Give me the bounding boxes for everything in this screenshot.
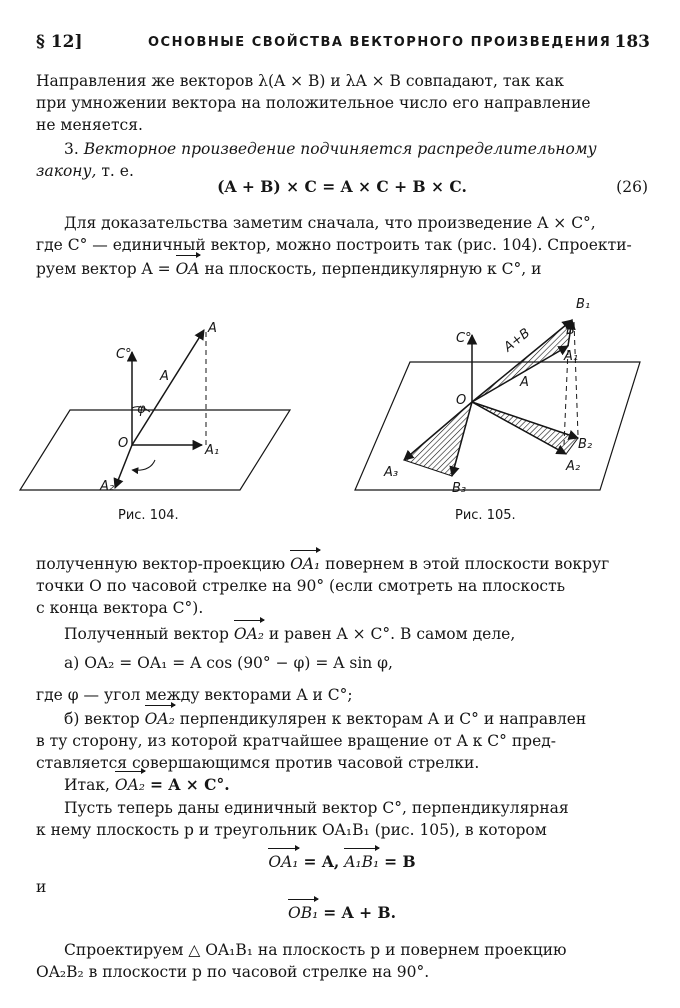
para2-line3 [36,258,648,280]
label-o-105: O [456,393,467,408]
label-a-105: A [520,375,529,390]
equation-26 [36,176,648,198]
label-a2-105: A₂ [566,459,581,474]
para4-line1 [36,623,648,645]
para6-line2: к нему плоскость p и треугольник OA₁B₁ (рис. 105), в котором [36,821,547,839]
para1-line3: не меняется. [36,116,143,134]
vector-oa2-item-b: OA₂ [144,710,175,728]
label-a-end: A [208,321,217,336]
vector-ob1-eq: OB₁ [288,904,319,922]
figure-104-caption: Рис. 104. [118,508,179,523]
triangle-oa2b2 [472,402,578,454]
label-b3: B₃ [452,481,467,496]
property-number: 3. [64,140,79,158]
label-a1-104: A₁ [205,443,220,458]
item-b-line3: ставляется совершающимся против часовой стрелки. [36,754,480,772]
label-a2-104: A₂ [100,479,115,494]
label-a1-105: A₁ [564,349,579,364]
para2-line1: Для доказательства заметим сначала, что произведение A × C°, [64,214,596,232]
para2-line2: где C° — единичный вектор, можно построить так (рис. 104). Спроекти- [36,236,632,254]
item-b-text-a: б) вектор [64,710,140,728]
eq-b-term: = A + B. [323,903,396,922]
vector-a2-104 [115,445,132,488]
item-b-line1 [36,708,648,730]
property-statement: Векторное произведение подчиняется распределительному [83,140,597,158]
label-c0-105: C° [456,331,472,346]
itak-line [36,774,648,796]
para3-text-b: повернем в этой плоскости вокруг [325,555,610,573]
itak-word: Итак, [64,776,110,794]
para3-text-a: полученную вектор-проекцию [36,555,286,573]
label-b2: B₂ [578,437,593,452]
section-mark: § 12] [36,32,83,52]
figure-105-caption: Рис. 105. [455,508,516,523]
para1-line2: при умножении вектора на положительное число его направление [36,94,591,112]
rotation-arc [132,460,155,470]
para2-text-b: на плоскость, перпендикулярную к C°, и [204,260,542,278]
itak-result: = A × C°. [149,775,230,794]
figures [0,290,680,550]
item-b-text-b: перпендикулярен к векторам A и C° и направлен [179,710,587,728]
eq-a-term2: = B [384,852,416,871]
eq-a-term1: = A, [303,852,340,871]
running-header [36,32,650,54]
para4-text-b: и равен A × C°. В самом деле, [268,625,516,643]
para3-line2: точки O по часовой стрелке на 90° (если смотреть на плоскость [36,577,566,595]
header-title: ОСНОВНЫЕ СВОЙСТВА ВЕКТОРНОГО ПРОИЗВЕДЕНИЯ [148,35,612,50]
plane-104 [20,410,290,490]
para3-line3: с конца вектора C°). [36,599,204,617]
vector-a1b1-eq: A₁B₁ [344,853,380,871]
vector-a-104 [132,330,204,445]
vector-oa2-text: OA₂ [233,625,264,643]
figure-104 [20,321,290,494]
label-ab: A+B [501,325,534,356]
para3-line1 [36,553,648,575]
equation-ob1 [36,902,648,924]
vector-oa2-itak: OA₂ [114,776,146,794]
and-word: и [36,878,47,896]
equation-26-number: (26) [616,178,648,196]
vector-oa2 [472,402,566,454]
projection-b1 [574,322,578,435]
para7-line1: Спроектируем △ OA₁B₁ на плоскость p и повернем проекцию [64,941,567,959]
vector-oa: OA [175,260,200,278]
equation-oa1-a1b1 [36,851,648,873]
page-number: 183 [614,32,650,52]
equation-26-formula: (A + B) × C = A × C + B × C. [217,177,467,196]
para6-line1: Пусть теперь даны единичный вектор C°, перпендикулярная [64,799,569,817]
para5-line1: где φ — угол между векторами A и C°; [36,686,353,704]
vector-oa1-text: OA₁ [290,555,321,573]
vector-oa1 [472,346,568,402]
label-o-104: O [118,436,129,451]
item-b-line2: в ту сторону, из которой кратчайшее вращение от A к C° пред- [36,732,557,750]
item-a: а) OA₂ = OA₁ = A cos (90° − φ) = A sin φ, [64,654,393,672]
label-a-vec: A [160,369,169,384]
para4-text-a: Полученный вектор [64,625,229,643]
figure-105 [355,297,640,496]
property-statement-end: закону, [36,162,97,180]
property-3 [36,138,648,160]
para7-line2: OA₂B₂ в плоскости p по часовой стрелке на 90°. [36,963,430,981]
para1-line1: Направления же векторов λ(A × B) и λA × B совпадают, так как [36,72,564,90]
para2-text-a: руем вектор A = [36,260,171,278]
label-b: B [566,323,575,338]
vector-oa1-eq: OA₁ [268,853,299,871]
label-c0: C° [116,347,132,362]
property-tail: т. е. [101,162,134,180]
projection-a1 [564,350,568,445]
label-a3: A₃ [384,465,399,480]
label-b1: B₁ [576,297,591,312]
vector-ob2 [472,402,578,438]
label-phi: φ [137,402,146,417]
